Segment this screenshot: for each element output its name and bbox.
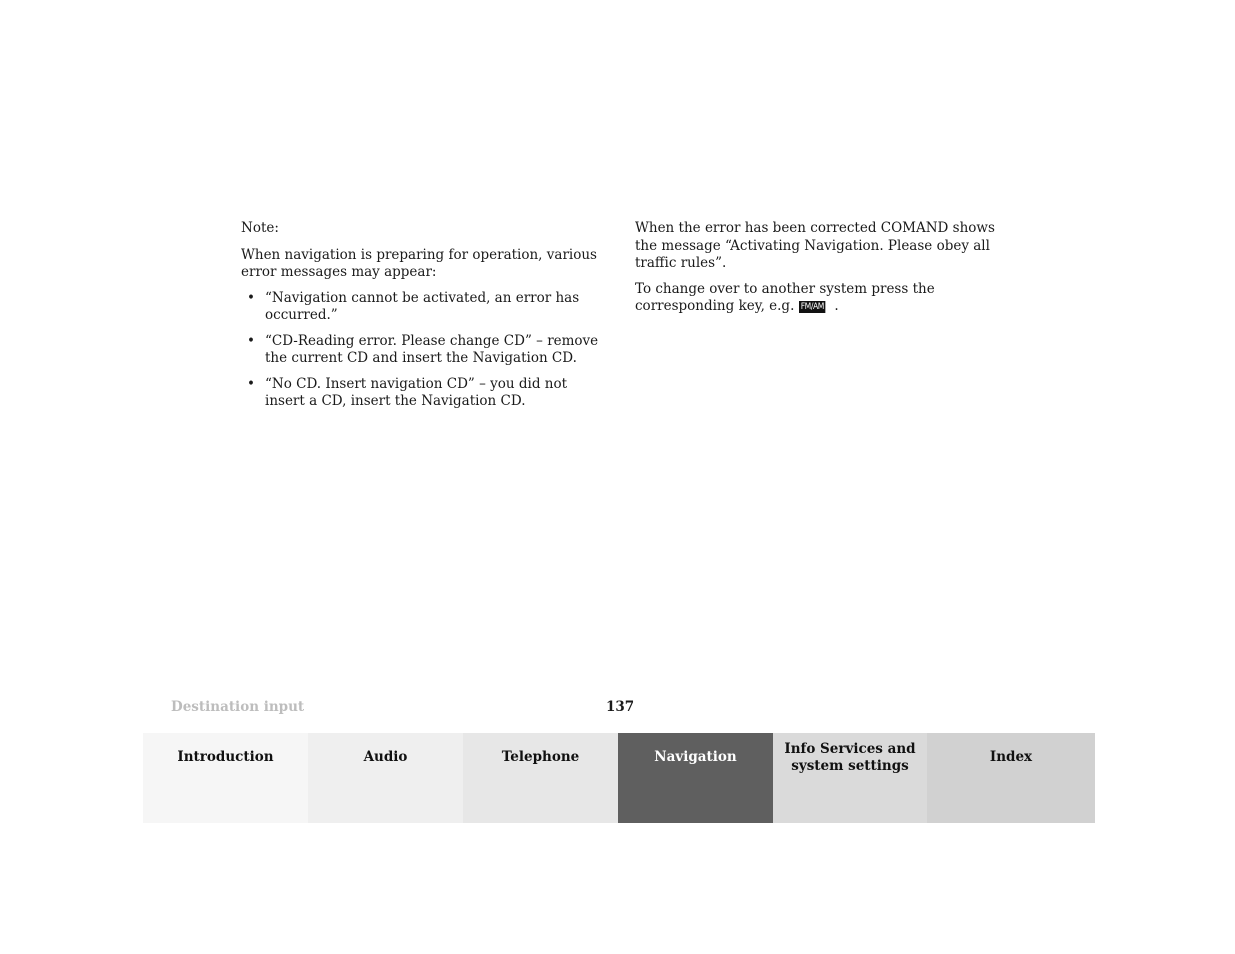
tab-navigation[interactable] bbox=[618, 733, 773, 823]
change-system-paragraph bbox=[635, 281, 997, 316]
list-item-text: “Navigation cannot be activated, an error has occurred.” bbox=[265, 289, 580, 323]
fm-am-key-icon: FM/AM bbox=[800, 302, 824, 312]
bullet-icon: • bbox=[247, 375, 255, 392]
chapter-nav-bar bbox=[143, 733, 1095, 823]
note-label: Note: bbox=[241, 220, 279, 236]
tab-label: Telephone bbox=[501, 749, 580, 765]
right-column bbox=[635, 220, 997, 324]
tab-label-line-1: Info Services and bbox=[784, 741, 916, 757]
change-system-text: To change over to another system press the corresponding key, e.g. bbox=[635, 280, 935, 314]
tab-index[interactable] bbox=[927, 733, 1095, 823]
tab-audio[interactable] bbox=[308, 733, 463, 823]
bullet-icon: • bbox=[247, 289, 255, 306]
correction-paragraph: When the error has been corrected COMAND shows the message “Activating Navigation. Please obey all traffic rules”. bbox=[635, 220, 995, 271]
tab-label-line-2: system settings bbox=[791, 758, 909, 774]
tab-label: Audio bbox=[363, 749, 408, 765]
left-column bbox=[241, 220, 603, 419]
tab-introduction[interactable] bbox=[143, 733, 308, 823]
bullet-icon: • bbox=[247, 332, 255, 349]
footer-section-title: Destination input bbox=[171, 699, 305, 715]
tab-label: Index bbox=[989, 749, 1033, 765]
page-number: 137 bbox=[606, 699, 635, 715]
tab-label: Introduction bbox=[177, 749, 274, 765]
list-item bbox=[241, 376, 603, 411]
list-item-text: “CD-Reading error. Please change CD” – remove the current CD and insert the Navigation CD. bbox=[265, 332, 599, 366]
sentence-end: . bbox=[834, 298, 839, 314]
tab-telephone[interactable] bbox=[463, 733, 618, 823]
tab-label: Navigation bbox=[654, 749, 737, 765]
error-message-list bbox=[241, 290, 603, 411]
list-item bbox=[241, 290, 603, 325]
intro-paragraph: When navigation is preparing for operation, various error messages may appear: bbox=[241, 246, 597, 280]
tab-info-services[interactable] bbox=[773, 733, 927, 823]
list-item bbox=[241, 333, 603, 368]
list-item-text: “No CD. Insert navigation CD” – you did not insert a CD, insert the Navigation CD. bbox=[265, 375, 568, 409]
